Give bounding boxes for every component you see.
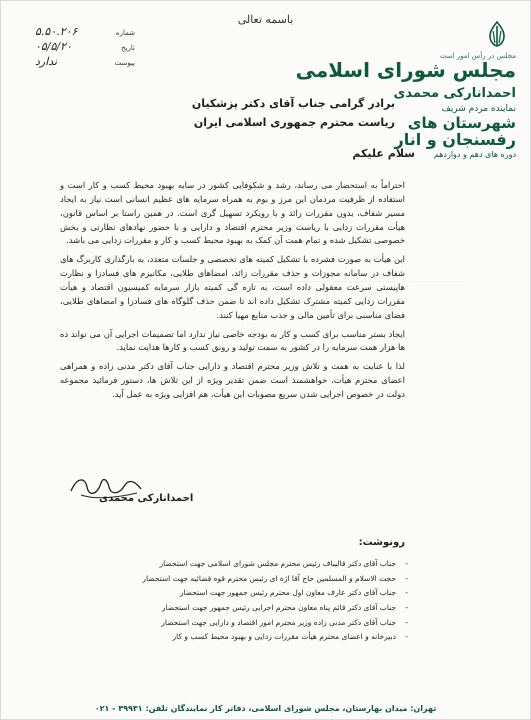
meta-number-value: ۵.۵۰.۲۰۶ <box>35 25 78 38</box>
body-paragraph-4: لذا با عنایت به همت و تلاش وزیر محترم اقتصاد و دارایی جناب آقای دکتر مدنی زاده و همراهی اعضای محترم هیأت، خواهشمند است ضمن تقدیر ویژه از این تلاش ها، دستور فرمائید مجموعه دولت در خصوص اجرایی شدن سریع مصوبات این هیأت، هم افزایی ویژه به عمل آید. <box>60 361 405 400</box>
iran-emblem-icon <box>482 19 512 49</box>
letterhead-counties: شهرستان های <box>407 114 516 133</box>
meta-date-row <box>35 40 135 55</box>
letterhead-mp-name: احمدانارکی محمدی <box>393 86 516 102</box>
body-paragraph-2: این هیأت به صورت فشرده با تشکیل کمیته های تخصصی و جلسات متعدد، به بارگذاری کاربرگ های شفاف در سامانه مجوزات و حذف مقررات زائد، امضاهای طلایی، مکانیزم های فسادزا و نظارت هاپیستی سرعت معقولی داده است، به تازه گی کمیته بازار سرمایه کمیسیون اقتصاد و هیأت مقررات زدایی کمیته مشترک تشکیل داده اند تا ضمن حذف گلوگاه های فسادزا و امضاهای طلایی، فضای مناسبی برای تأمین مالی و جذب منابع مهیا کنند. <box>60 254 405 320</box>
letterhead-counties-names: رفسنجان و انار <box>394 130 516 150</box>
signature-name: احمدانارکی محمدی <box>99 493 194 504</box>
meta-number-label: شماره <box>115 29 135 37</box>
letterhead-representative: نماینده مردم شریف <box>441 103 516 114</box>
cc-item: - جناب آقای دکتر مدنی زاده وزیر محترم امور اقتصاد و دارایی جهت استحضار <box>68 616 408 631</box>
letterhead-term: دوره های دهم و دوازدهم <box>433 149 516 159</box>
cc-item: - جناب آقای دکتر عارف معاون اول محترم رئیس جمهور جهت استحضار <box>68 586 408 601</box>
meta-date-value: ۰۵/۵/۲۰ <box>35 40 72 53</box>
meta-attachment-row <box>35 55 135 70</box>
cc-item: - دبیرخانه و اعضای محترم هیأت مقررات زدایی و بهبود محیط کسب و کار <box>68 630 408 645</box>
cc-item: - جناب آقای دکتر قالیباف رئیس محترم مجلس شورای اسلامی جهت استحضار <box>68 557 408 572</box>
addressee-line-2: ریاست محترم جمهوری اسلامی ایران <box>193 115 395 129</box>
cc-item: - جناب آقای دکتر قائم پناه معاون محترم اجرایی رئیس جمهور جهت استحضار <box>68 601 408 616</box>
body-paragraph-3: ایجاد بستر مناسب برای کسب و کار به بودجه خاصی نیاز ندارد اما تصمیمات اجرایی آن می تواند ده ها هزار همت سرمایه را در کشور به سمت تولید و رونق کسب و کارها هدایت نماید. <box>60 328 405 353</box>
meta-number-row <box>35 25 135 40</box>
meta-attachment-value: ندارد <box>35 55 58 68</box>
footer-address: تهران: میدان بهارستان، مجلس شورای اسلامی، دفاتر کار نمایندگان تلفن: ۳۹۹۳۱ - ۰۲۱ <box>94 704 437 713</box>
cc-list <box>68 557 408 645</box>
letterhead-parliament: مجلس شورای اسلامی <box>295 58 516 83</box>
meta-date-label: تاریخ <box>121 44 135 52</box>
letterhead-slogan: مجلس در رأس امور است <box>439 52 516 60</box>
cc-item: - حجت الاسلام و المسلمین حاج آقا اژه ای رئیس محترم قوه قضائیه جهت استحضار <box>68 572 408 587</box>
letter-meta <box>35 25 135 70</box>
meta-attachment-label: پیوست <box>114 59 135 67</box>
signature-block <box>61 473 231 509</box>
letter-body <box>60 179 405 407</box>
addressee-line-1: برادر گرامی جناب آقای دکتر پزشکیان <box>191 97 395 110</box>
cc-title: رونوشت: <box>358 537 405 548</box>
addressee <box>95 95 395 132</box>
body-paragraph-1: احتراماً به استحضار می رساند، رشد و شکوفایی کشور در سایه بهبود محیط کسب و کار است و استفاده از ظرفیت مردمان این مرز و بوم به همراه سرمایه های عظیم انسانی است نیاز به ایجاد مسیر شفاف، بدون مقررات زائد و با رویکرد تسهیل گری است. در همین راستا بر اساس قانون، هیأت مقررات زدایی با ریاست وزیر محترم اقتصاد و دارایی و با حضور نهادهای نظارتی و بخش خصوصی تشکیل شده و تمام همت آن کمک به بهبود محیط کسب و کار و مقررات زدایی می باشد. <box>60 180 405 246</box>
besmellah-heading: باسمه تعالی <box>237 13 294 26</box>
greeting: سلام علیکم <box>352 147 415 160</box>
